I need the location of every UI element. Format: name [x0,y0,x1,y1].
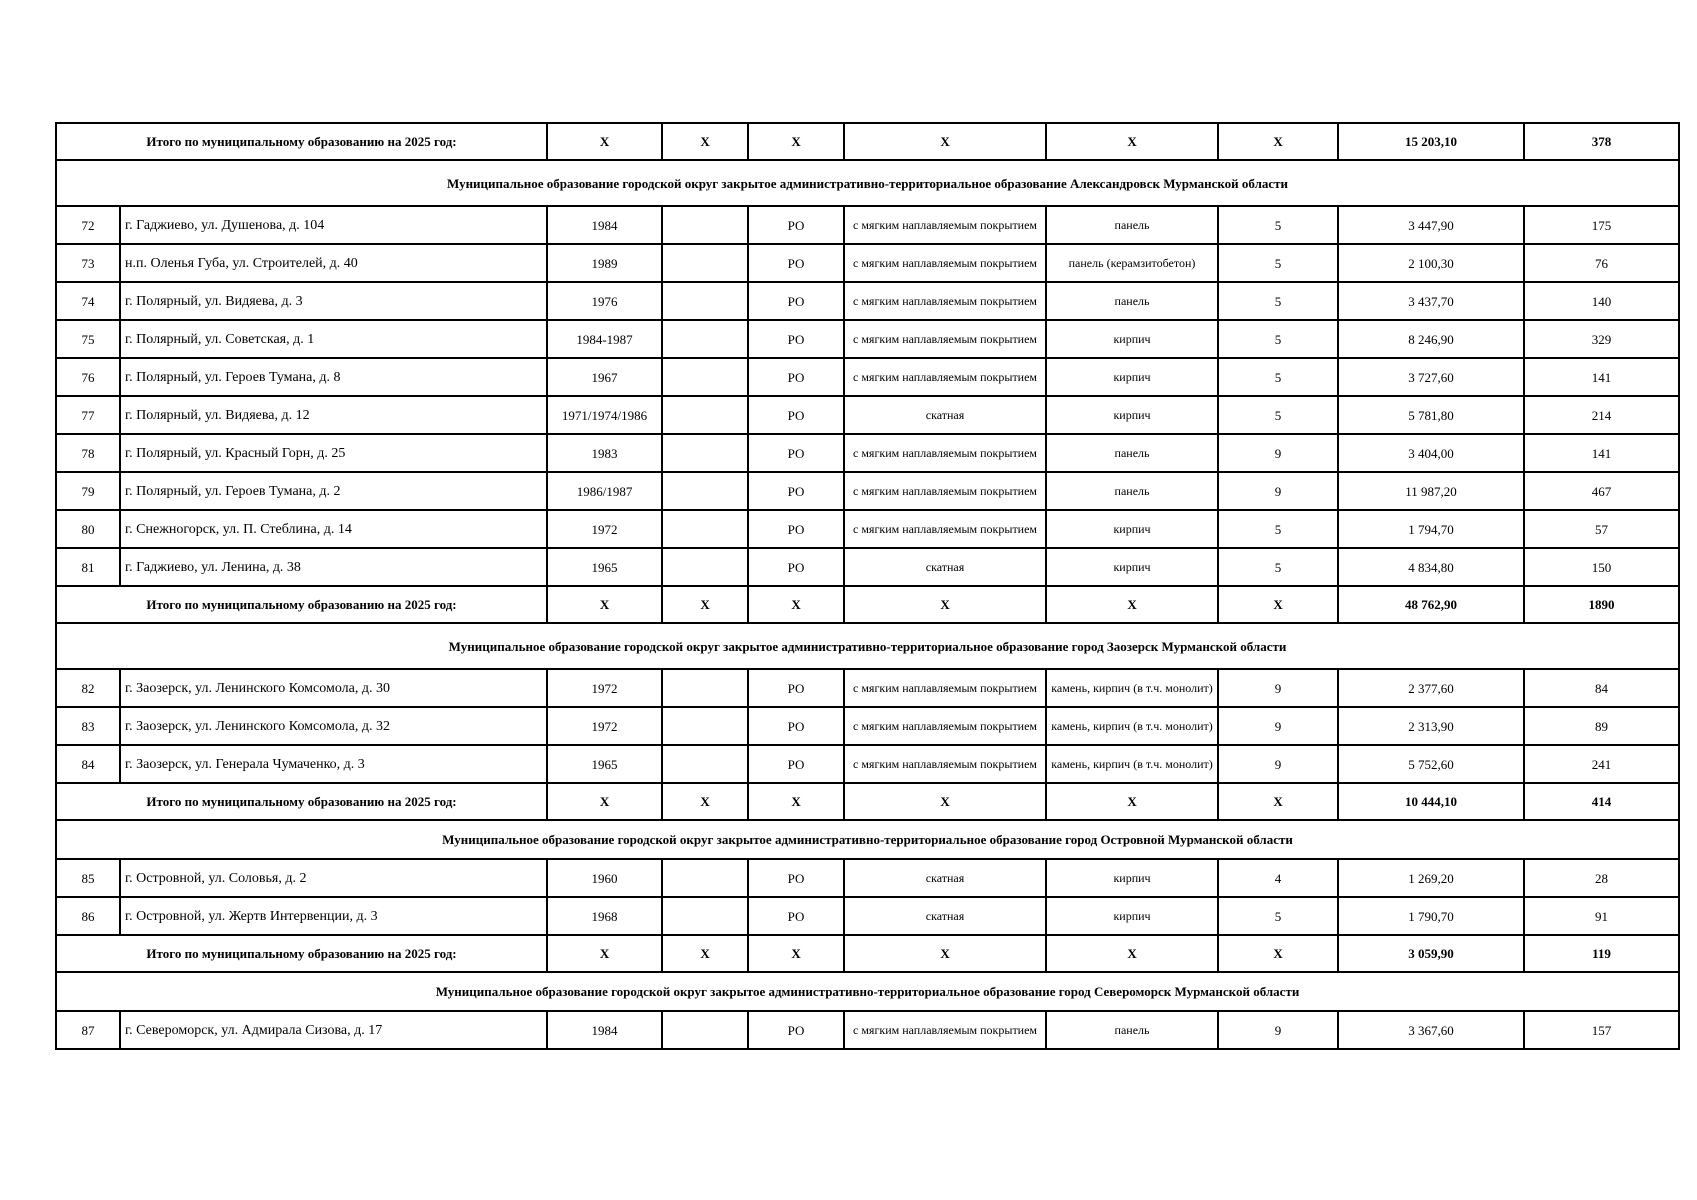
row-number-cell: 78 [56,434,120,472]
area-cell: 8 246,90 [1338,320,1524,358]
wall-material-cell: кирпич [1046,510,1218,548]
roof-type-cell: с мягким наплавляемым покрытием [844,434,1046,472]
year-cell: 1976 [547,282,662,320]
row-number-cell: 75 [56,320,120,358]
table-row [56,282,1679,320]
area-cell: 2 313,90 [1338,707,1524,745]
table-row [56,510,1679,548]
floors-cell: 9 [1218,707,1338,745]
x-mark-cell: X [547,783,662,820]
x-mark-cell: X [844,783,1046,820]
wall-material-cell: панель [1046,282,1218,320]
people-cell: 141 [1524,358,1679,396]
wall-material-cell: кирпич [1046,358,1218,396]
empty-cell [662,745,748,783]
people-cell: 467 [1524,472,1679,510]
section-title: Муниципальное образование городской округ закрытое административно-территориальное образование город Островной Мурманской области [56,820,1679,859]
table-row [56,669,1679,707]
floors-cell: 5 [1218,897,1338,935]
wall-material-cell: панель [1046,206,1218,244]
empty-cell [662,320,748,358]
roof-type-cell: с мягким наплавляемым покрытием [844,244,1046,282]
floors-cell: 9 [1218,434,1338,472]
floors-cell: 9 [1218,472,1338,510]
fund-cell: РО [748,707,844,745]
address-cell: г. Островной, ул. Соловья, д. 2 [120,859,547,897]
wall-material-cell: камень, кирпич (в т.ч. монолит) [1046,745,1218,783]
x-mark-cell: X [844,123,1046,160]
address-cell: г. Заозерск, ул. Ленинского Комсомола, д. 30 [120,669,547,707]
year-cell: 1983 [547,434,662,472]
empty-cell [662,282,748,320]
address-cell: г. Островной, ул. Жертв Интервенции, д. 3 [120,897,547,935]
wall-material-cell: кирпич [1046,320,1218,358]
area-cell: 3 404,00 [1338,434,1524,472]
row-number-cell: 73 [56,244,120,282]
year-cell: 1965 [547,745,662,783]
fund-cell: РО [748,859,844,897]
people-cell: 57 [1524,510,1679,548]
fund-cell: РО [748,244,844,282]
empty-cell [662,358,748,396]
row-number-cell: 82 [56,669,120,707]
x-mark-cell: X [1046,123,1218,160]
municipality-total-row [56,783,1679,820]
wall-material-cell: камень, кирпич (в т.ч. монолит) [1046,707,1218,745]
people-cell: 241 [1524,745,1679,783]
floors-cell: 5 [1218,244,1338,282]
row-number-cell: 80 [56,510,120,548]
table-row [56,396,1679,434]
fund-cell: РО [748,745,844,783]
table-row [56,434,1679,472]
municipality-section-header [56,820,1679,859]
floors-cell: 9 [1218,745,1338,783]
table-row [56,859,1679,897]
address-cell: г. Полярный, ул. Советская, д. 1 [120,320,547,358]
year-cell: 1984 [547,1011,662,1049]
row-number-cell: 76 [56,358,120,396]
empty-cell [662,510,748,548]
year-cell: 1986/1987 [547,472,662,510]
fund-cell: РО [748,897,844,935]
floors-cell: 5 [1218,206,1338,244]
address-cell: г. Полярный, ул. Видяева, д. 12 [120,396,547,434]
table-row [56,206,1679,244]
area-cell: 3 437,70 [1338,282,1524,320]
floors-cell: 5 [1218,282,1338,320]
total-area-cell: 48 762,90 [1338,586,1524,623]
wall-material-cell: кирпич [1046,396,1218,434]
fund-cell: РО [748,669,844,707]
empty-cell [662,859,748,897]
table-row [56,745,1679,783]
roof-type-cell: с мягким наплавляемым покрытием [844,472,1046,510]
x-mark-cell: X [1046,783,1218,820]
floors-cell: 5 [1218,548,1338,586]
empty-cell [662,669,748,707]
wall-material-cell: кирпич [1046,548,1218,586]
wall-material-cell: панель [1046,434,1218,472]
area-cell: 5 781,80 [1338,396,1524,434]
fund-cell: РО [748,320,844,358]
section-title: Муниципальное образование городской округ закрытое административно-территориальное образование Александровск Мурманской области [56,160,1679,206]
municipality-total-row [56,123,1679,160]
total-people-cell: 119 [1524,935,1679,972]
roof-type-cell: с мягким наплавляемым покрытием [844,707,1046,745]
fund-cell: РО [748,358,844,396]
x-mark-cell: X [844,586,1046,623]
table-row [56,472,1679,510]
row-number-cell: 81 [56,548,120,586]
roof-type-cell: с мягким наплавляемым покрытием [844,206,1046,244]
address-cell: г. Полярный, ул. Красный Горн, д. 25 [120,434,547,472]
empty-cell [662,434,748,472]
fund-cell: РО [748,206,844,244]
area-cell: 3 367,60 [1338,1011,1524,1049]
address-cell: н.п. Оленья Губа, ул. Строителей, д. 40 [120,244,547,282]
area-cell: 5 752,60 [1338,745,1524,783]
year-cell: 1972 [547,707,662,745]
wall-material-cell: панель [1046,1011,1218,1049]
municipality-total-row [56,935,1679,972]
row-number-cell: 86 [56,897,120,935]
x-mark-cell: X [662,586,748,623]
area-cell: 1 794,70 [1338,510,1524,548]
x-mark-cell: X [748,123,844,160]
total-people-cell: 1890 [1524,586,1679,623]
x-mark-cell: X [1218,783,1338,820]
row-number-cell: 84 [56,745,120,783]
people-cell: 84 [1524,669,1679,707]
total-label: Итого по муниципальному образованию на 2025 год: [56,935,547,972]
municipality-section-header [56,972,1679,1011]
row-number-cell: 79 [56,472,120,510]
x-mark-cell: X [748,935,844,972]
floors-cell: 5 [1218,510,1338,548]
total-people-cell: 414 [1524,783,1679,820]
year-cell: 1960 [547,859,662,897]
table-row [56,320,1679,358]
wall-material-cell: кирпич [1046,897,1218,935]
total-area-cell: 10 444,10 [1338,783,1524,820]
x-mark-cell: X [662,783,748,820]
table-body [56,123,1679,1049]
area-cell: 2 377,60 [1338,669,1524,707]
roof-type-cell: с мягким наплавляемым покрытием [844,510,1046,548]
people-cell: 91 [1524,897,1679,935]
roof-type-cell: с мягким наплавляемым покрытием [844,1011,1046,1049]
table-row [56,707,1679,745]
people-cell: 214 [1524,396,1679,434]
area-cell: 11 987,20 [1338,472,1524,510]
total-label: Итого по муниципальному образованию на 2025 год: [56,783,547,820]
roof-type-cell: скатная [844,897,1046,935]
x-mark-cell: X [547,123,662,160]
floors-cell: 5 [1218,358,1338,396]
x-mark-cell: X [1218,586,1338,623]
address-cell: г. Полярный, ул. Героев Тумана, д. 2 [120,472,547,510]
fund-cell: РО [748,548,844,586]
housing-register-table [55,122,1680,1050]
people-cell: 76 [1524,244,1679,282]
row-number-cell: 72 [56,206,120,244]
x-mark-cell: X [662,935,748,972]
fund-cell: РО [748,510,844,548]
wall-material-cell: панель (керамзитобетон) [1046,244,1218,282]
wall-material-cell: кирпич [1046,859,1218,897]
table-row [56,897,1679,935]
row-number-cell: 77 [56,396,120,434]
year-cell: 1984 [547,206,662,244]
year-cell: 1968 [547,897,662,935]
row-number-cell: 85 [56,859,120,897]
roof-type-cell: скатная [844,396,1046,434]
wall-material-cell: камень, кирпич (в т.ч. монолит) [1046,669,1218,707]
roof-type-cell: с мягким наплавляемым покрытием [844,745,1046,783]
people-cell: 150 [1524,548,1679,586]
empty-cell [662,206,748,244]
people-cell: 140 [1524,282,1679,320]
municipality-section-header [56,160,1679,206]
address-cell: г. Гаджиево, ул. Ленина, д. 38 [120,548,547,586]
x-mark-cell: X [662,123,748,160]
fund-cell: РО [748,282,844,320]
area-cell: 4 834,80 [1338,548,1524,586]
x-mark-cell: X [844,935,1046,972]
row-number-cell: 83 [56,707,120,745]
total-label: Итого по муниципальному образованию на 2025 год: [56,123,547,160]
year-cell: 1965 [547,548,662,586]
people-cell: 141 [1524,434,1679,472]
area-cell: 3 727,60 [1338,358,1524,396]
row-number-cell: 74 [56,282,120,320]
empty-cell [662,707,748,745]
address-cell: г. Гаджиево, ул. Душенова, д. 104 [120,206,547,244]
x-mark-cell: X [1046,586,1218,623]
address-cell: г. Полярный, ул. Видяева, д. 3 [120,282,547,320]
empty-cell [662,897,748,935]
x-mark-cell: X [547,586,662,623]
year-cell: 1989 [547,244,662,282]
table-row [56,244,1679,282]
roof-type-cell: скатная [844,859,1046,897]
area-cell: 1 790,70 [1338,897,1524,935]
year-cell: 1972 [547,510,662,548]
x-mark-cell: X [748,783,844,820]
floors-cell: 9 [1218,1011,1338,1049]
address-cell: г. Полярный, ул. Героев Тумана, д. 8 [120,358,547,396]
roof-type-cell: с мягким наплавляемым покрытием [844,320,1046,358]
address-cell: г. Заозерск, ул. Генерала Чумаченко, д. 3 [120,745,547,783]
floors-cell: 5 [1218,396,1338,434]
total-area-cell: 15 203,10 [1338,123,1524,160]
empty-cell [662,396,748,434]
roof-type-cell: скатная [844,548,1046,586]
area-cell: 3 447,90 [1338,206,1524,244]
table-row [56,358,1679,396]
roof-type-cell: с мягким наплавляемым покрытием [844,282,1046,320]
total-area-cell: 3 059,90 [1338,935,1524,972]
people-cell: 89 [1524,707,1679,745]
section-title: Муниципальное образование городской округ закрытое административно-территориальное образование город Заозерск Мурманской области [56,623,1679,669]
year-cell: 1967 [547,358,662,396]
fund-cell: РО [748,472,844,510]
wall-material-cell: панель [1046,472,1218,510]
empty-cell [662,472,748,510]
floors-cell: 4 [1218,859,1338,897]
fund-cell: РО [748,396,844,434]
address-cell: г. Снежногорск, ул. П. Стеблина, д. 14 [120,510,547,548]
empty-cell [662,1011,748,1049]
area-cell: 1 269,20 [1338,859,1524,897]
year-cell: 1972 [547,669,662,707]
floors-cell: 5 [1218,320,1338,358]
total-people-cell: 378 [1524,123,1679,160]
floors-cell: 9 [1218,669,1338,707]
fund-cell: РО [748,1011,844,1049]
people-cell: 175 [1524,206,1679,244]
x-mark-cell: X [748,586,844,623]
people-cell: 329 [1524,320,1679,358]
municipality-total-row [56,586,1679,623]
municipality-section-header [56,623,1679,669]
address-cell: г. Североморск, ул. Адмирала Сизова, д. 17 [120,1011,547,1049]
people-cell: 28 [1524,859,1679,897]
area-cell: 2 100,30 [1338,244,1524,282]
empty-cell [662,548,748,586]
x-mark-cell: X [1218,935,1338,972]
roof-type-cell: с мягким наплавляемым покрытием [844,358,1046,396]
section-title: Муниципальное образование городской округ закрытое административно-территориальное образование город Североморск Мурманской области [56,972,1679,1011]
row-number-cell: 87 [56,1011,120,1049]
people-cell: 157 [1524,1011,1679,1049]
table-row [56,1011,1679,1049]
year-cell: 1971/1974/1986 [547,396,662,434]
x-mark-cell: X [1046,935,1218,972]
roof-type-cell: с мягким наплавляемым покрытием [844,669,1046,707]
fund-cell: РО [748,434,844,472]
empty-cell [662,244,748,282]
total-label: Итого по муниципальному образованию на 2025 год: [56,586,547,623]
x-mark-cell: X [547,935,662,972]
year-cell: 1984-1987 [547,320,662,358]
table-row [56,548,1679,586]
x-mark-cell: X [1218,123,1338,160]
address-cell: г. Заозерск, ул. Ленинского Комсомола, д. 32 [120,707,547,745]
